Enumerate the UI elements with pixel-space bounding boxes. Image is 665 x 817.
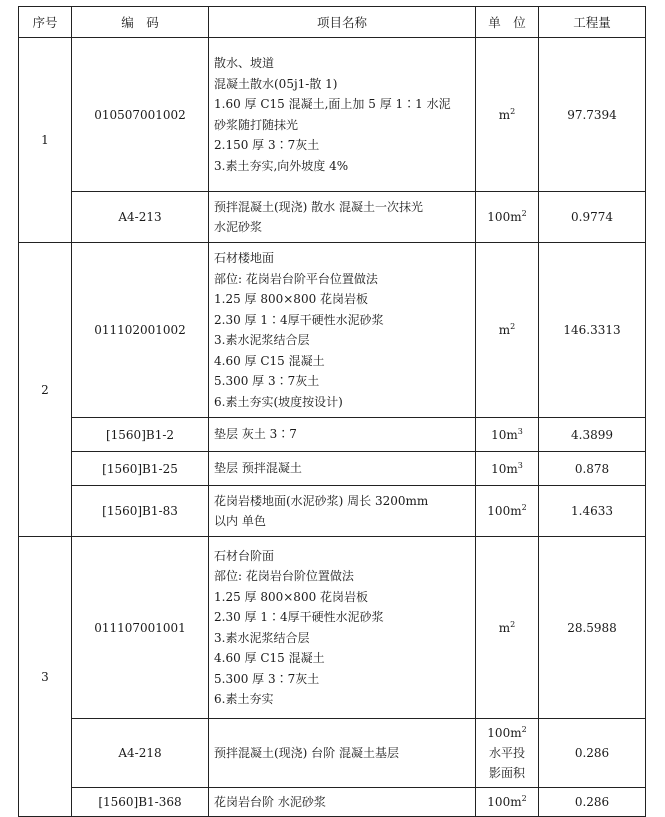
- item-name-line: 4.60 厚 C15 混凝土: [214, 651, 325, 665]
- code-cell: A4-213: [72, 192, 209, 243]
- item-name-line: 5.300 厚 3∶7灰土: [214, 671, 320, 686]
- seq-cell: 1: [19, 38, 72, 243]
- item-name-cell: [209, 486, 476, 537]
- item-name-line: 散水、坡道: [214, 56, 275, 70]
- header-name: 项目名称: [209, 7, 476, 38]
- unit-base: m: [498, 620, 511, 635]
- unit-exponent: 2: [521, 503, 527, 512]
- item-name-cell: [209, 38, 476, 192]
- header-seq: 序号: [19, 7, 72, 38]
- item-name-cell: [209, 719, 476, 788]
- unit-note-line: 影面积: [488, 766, 525, 780]
- quantity-cell: 0.9774: [539, 192, 646, 243]
- unit-exponent: 2: [521, 794, 527, 803]
- unit-cell: [476, 452, 539, 486]
- item-name-line: 1.60 厚 C15 混凝土,面上加 5 厚 1∶1 水泥: [214, 97, 451, 111]
- code-cell: [1560]B1-2: [72, 418, 209, 452]
- item-name-line: 石材楼地面: [214, 251, 275, 265]
- item-name-line: 1.25 厚 800×800 花岗岩板: [214, 589, 369, 604]
- quantity-cell: 4.3899: [539, 418, 646, 452]
- unit-value: [481, 618, 533, 638]
- unit-value: [481, 105, 533, 125]
- item-name-cell: [209, 537, 476, 719]
- unit-base: 100m: [487, 504, 522, 518]
- code-cell: A4-218: [72, 719, 209, 788]
- table-row: [19, 38, 646, 192]
- header-unit: 单 位: [476, 7, 539, 38]
- bill-of-quantities-table: [18, 6, 646, 817]
- item-name-cell: [209, 452, 476, 486]
- quantity-cell: 0.878: [539, 452, 646, 486]
- unit-value: [481, 425, 533, 445]
- item-name-line: 2.30 厚 1∶4厚干硬性水泥砂浆: [214, 312, 384, 327]
- unit-value: [481, 792, 533, 812]
- unit-cell: [476, 788, 539, 817]
- code-cell: [1560]B1-368: [72, 788, 209, 817]
- item-name-line: 预拌混凝土(现浇) 散水 混凝土一次抹光: [214, 199, 423, 214]
- quantity-cell: 0.286: [539, 788, 646, 817]
- code-cell: 010507001002: [72, 38, 209, 192]
- item-name-line: 水泥砂浆: [214, 220, 263, 234]
- unit-value: [481, 723, 533, 743]
- item-name-line: 2.30 厚 1∶4厚干硬性水泥砂浆: [214, 610, 384, 624]
- unit-value: [481, 320, 533, 340]
- item-name-line: 以内 单色: [214, 514, 266, 528]
- item-name-line: 3.素水泥浆结合层: [214, 630, 310, 645]
- item-name-cell: [209, 788, 476, 817]
- item-name-line: 部位: 花岗岩台阶位置做法: [214, 569, 354, 583]
- unit-cell: [476, 38, 539, 192]
- item-name-line: 预拌混凝土(现浇) 台阶 混凝土基层: [214, 745, 399, 760]
- table-row: [19, 192, 646, 243]
- item-name-cell: [209, 192, 476, 243]
- table-row: [19, 486, 646, 537]
- item-name-line: 3.素水泥浆结合层: [214, 333, 310, 347]
- unit-exponent: 2: [510, 106, 516, 116]
- table-row: [19, 537, 646, 719]
- item-name-line: 2.150 厚 3∶7灰土: [214, 138, 320, 152]
- unit-base: 10m: [491, 427, 518, 442]
- seq-cell: 2: [19, 243, 72, 537]
- unit-base: m: [498, 107, 511, 122]
- unit-cell: [476, 486, 539, 537]
- unit-exponent: 2: [521, 725, 527, 734]
- item-name-line: 部位: 花岗岩台阶平台位置做法: [214, 271, 378, 286]
- item-name-line: 花岗岩楼地面(水泥砂浆) 周长 3200mm: [214, 493, 429, 508]
- table-row: [19, 452, 646, 486]
- unit-exponent: 3: [517, 460, 523, 470]
- unit-base: 100m: [487, 210, 522, 224]
- unit-exponent: 2: [510, 322, 516, 331]
- header-code: 编 码: [72, 7, 209, 38]
- quantity-cell: 97.7394: [539, 38, 646, 192]
- unit-exponent: 2: [510, 619, 516, 629]
- table-row: [19, 719, 646, 788]
- header-row: [19, 7, 646, 38]
- item-name-cell: [209, 418, 476, 452]
- item-name-line: 混凝土散水(05j1-散 1): [214, 76, 338, 91]
- table-row: [19, 243, 646, 418]
- table-row: [19, 418, 646, 452]
- table-row: [19, 788, 646, 817]
- unit-value: [481, 207, 533, 227]
- unit-base: 100m: [487, 726, 522, 740]
- seq-cell: 3: [19, 537, 72, 817]
- item-name-line: 花岗岩台阶 水泥砂浆: [214, 794, 326, 809]
- unit-base: m: [498, 323, 511, 337]
- quantity-cell: 0.286: [539, 719, 646, 788]
- unit-note-line: 水平投: [488, 746, 525, 760]
- item-name-line: 6.素土夯实(坡度按设计): [214, 394, 343, 409]
- item-name-line: 垫层 灰土 3∶7: [214, 427, 297, 442]
- unit-value: [481, 459, 533, 479]
- unit-value: [481, 501, 533, 521]
- quantity-cell: 1.4633: [539, 486, 646, 537]
- unit-cell: [476, 243, 539, 418]
- item-name-line: 6.素土夯实: [214, 692, 274, 706]
- unit-base: 100m: [487, 795, 522, 809]
- code-cell: 011102001002: [72, 243, 209, 418]
- unit-cell: [476, 192, 539, 243]
- item-name-line: 5.300 厚 3∶7灰土: [214, 374, 320, 388]
- item-name-line: 砂浆随打随抹光: [214, 117, 299, 132]
- quantity-cell: 28.5988: [539, 537, 646, 719]
- unit-exponent: 2: [521, 209, 527, 218]
- code-cell: [1560]B1-83: [72, 486, 209, 537]
- unit-cell: [476, 719, 539, 788]
- code-cell: [1560]B1-25: [72, 452, 209, 486]
- unit-cell: [476, 537, 539, 719]
- item-name-line: 石材台阶面: [214, 548, 275, 563]
- item-name-line: 1.25 厚 800×800 花岗岩板: [214, 292, 369, 306]
- item-name-line: 4.60 厚 C15 混凝土: [214, 353, 325, 368]
- unit-exponent: 3: [517, 426, 523, 436]
- item-name-line: 3.素土夯实,向外坡度 4%: [214, 158, 349, 173]
- header-qty: 工程量: [539, 7, 646, 38]
- code-cell: 011107001001: [72, 537, 209, 719]
- unit-base: 10m: [491, 461, 518, 476]
- unit-cell: [476, 418, 539, 452]
- item-name-line: 垫层 预拌混凝土: [214, 461, 302, 476]
- table-body: [19, 38, 646, 817]
- item-name-cell: [209, 243, 476, 418]
- quantity-cell: 146.3313: [539, 243, 646, 418]
